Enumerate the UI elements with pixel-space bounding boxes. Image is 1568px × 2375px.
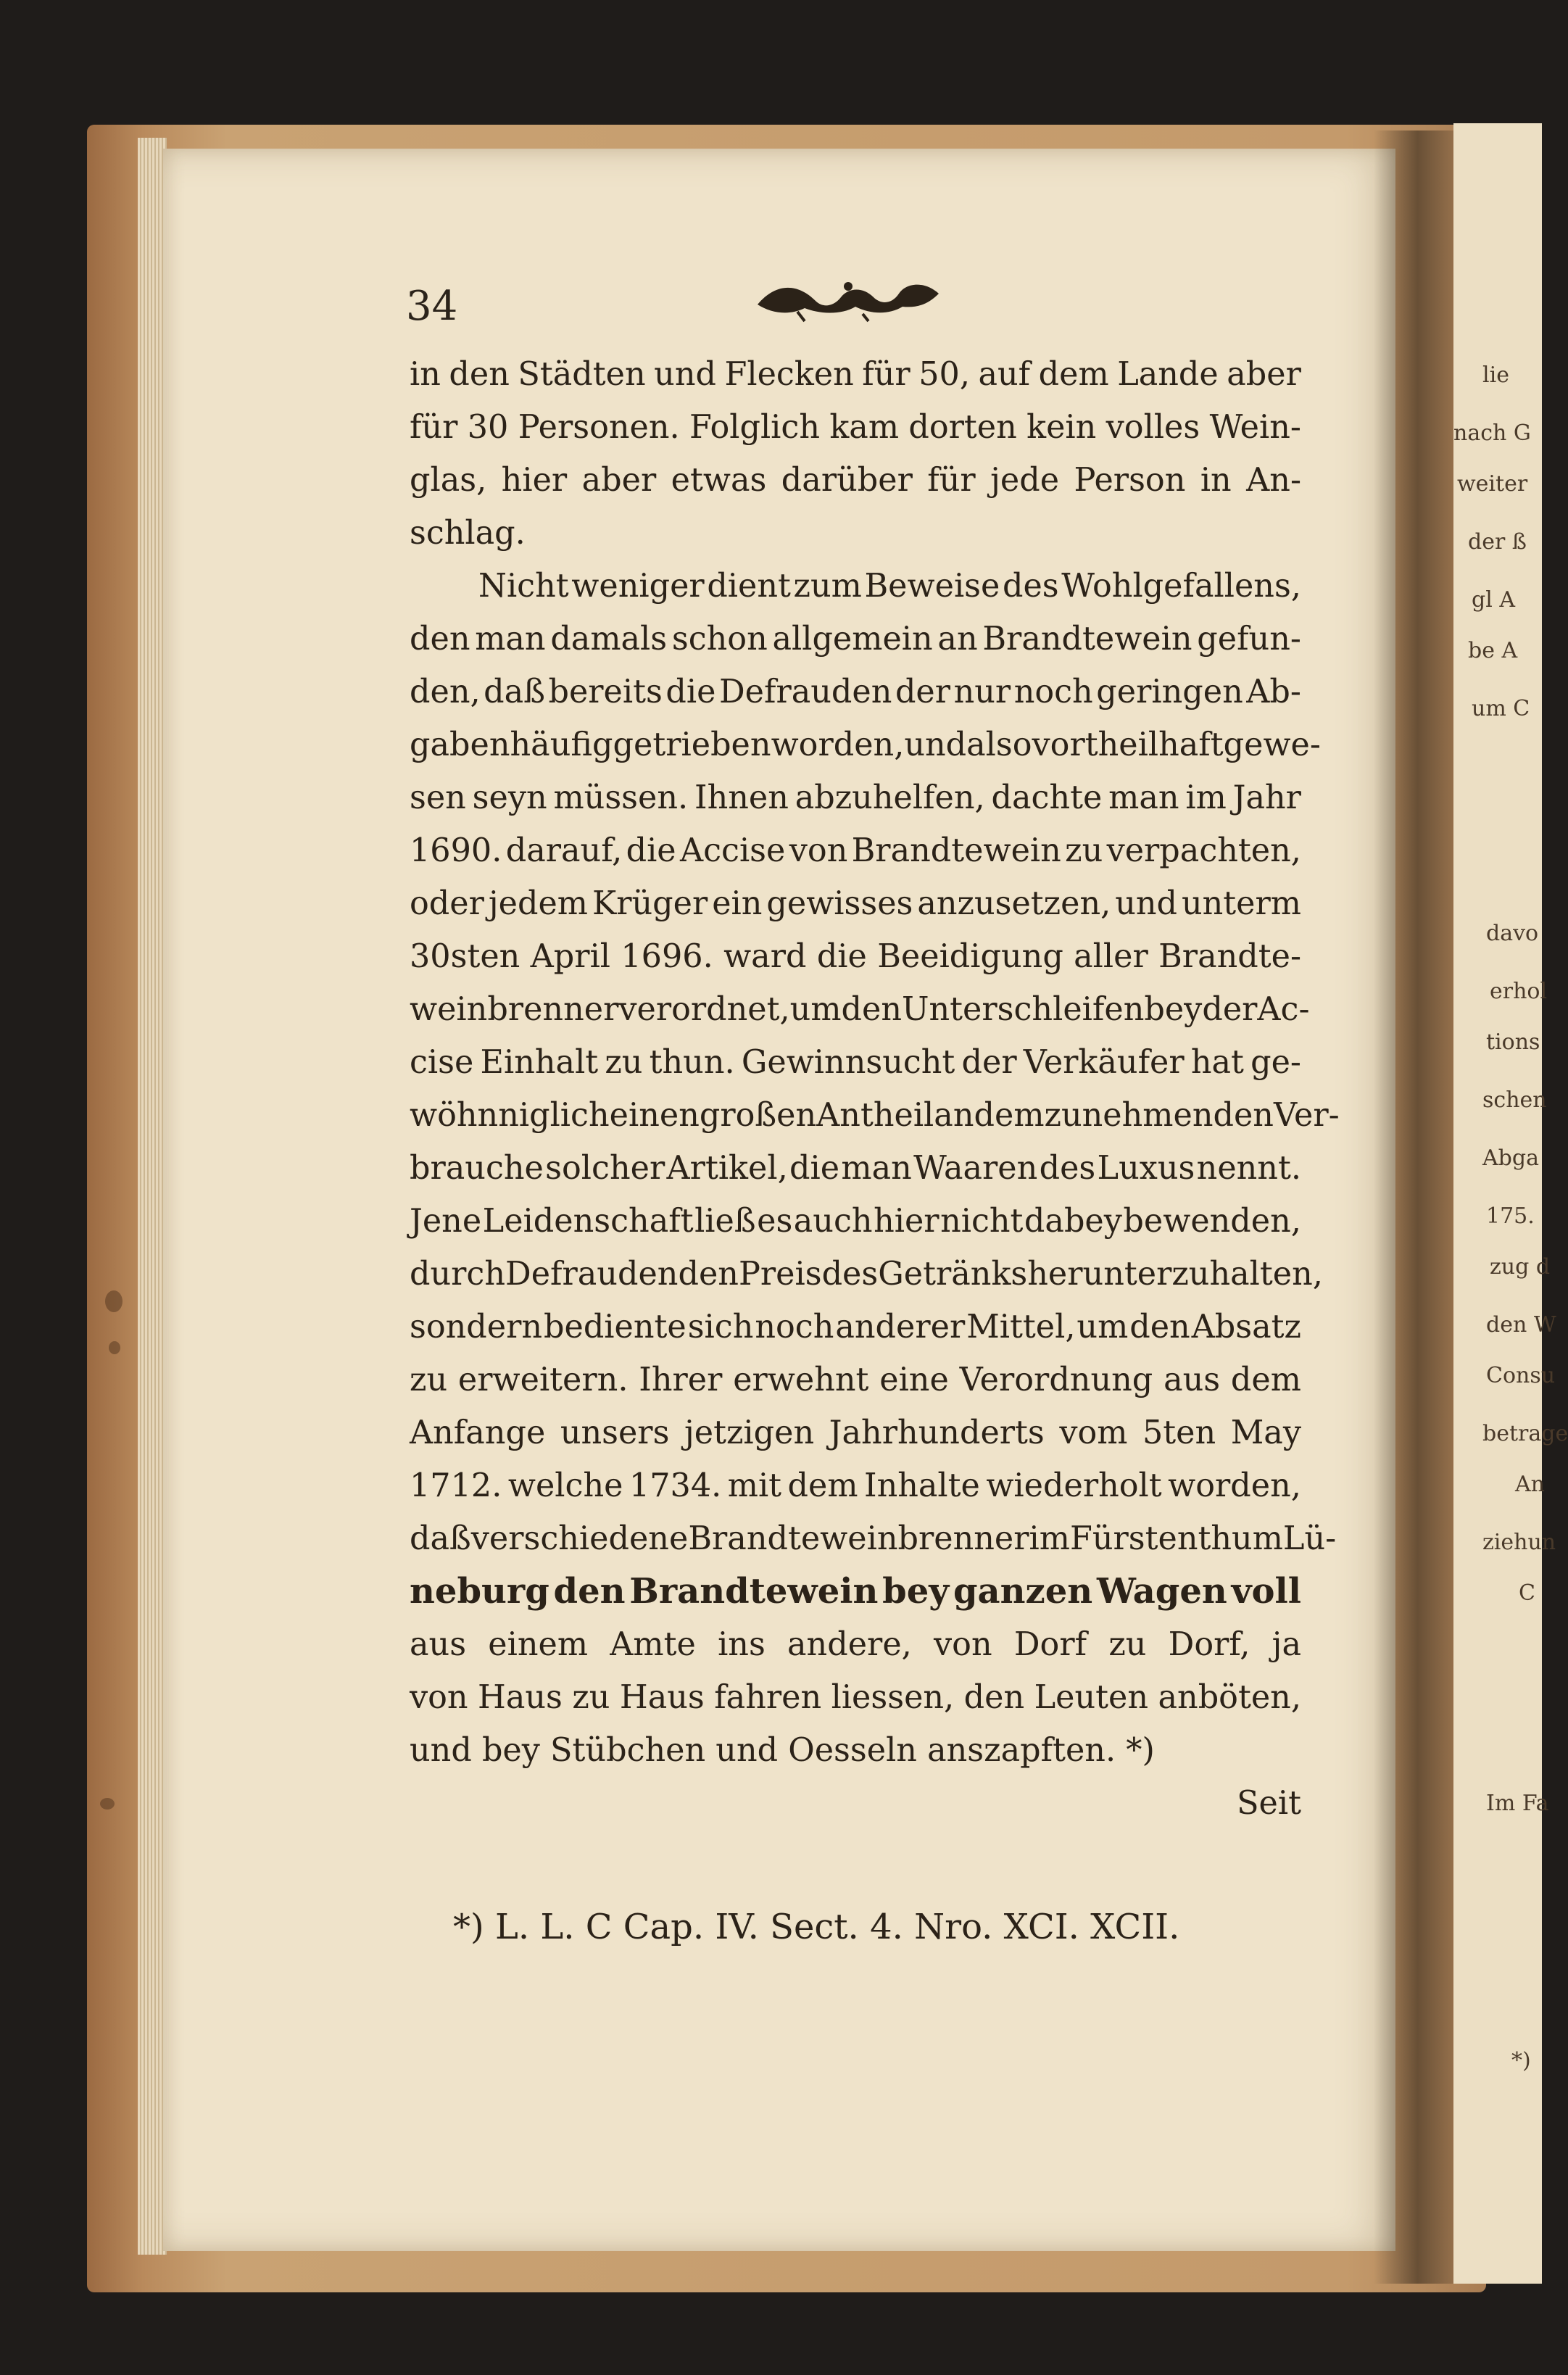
next-page-fragment: Im Fa [1486, 1791, 1549, 1816]
next-page-edge [1453, 123, 1568, 2284]
next-page-fragment: davo [1486, 921, 1539, 946]
text-line: gaben häufig getrieben worden, und also vortheilhaft gewe- [410, 726, 1321, 763]
text-line: sen seyn müssen. Ihnen abzuhelfen, dachte man im Jahr [410, 779, 1301, 816]
text-line: zu erweitern. Ihrer erwehnt eine Verordnung aus dem [410, 1361, 1301, 1398]
next-page-fragment: ziehun [1482, 1530, 1556, 1555]
text-line: cise Einhalt zu thun. Gewinnsucht der Verkäufer hat ge- [410, 1044, 1301, 1081]
text-line: daß verschiedene Brandteweinbrenner im Fürstenthum Lü- [410, 1520, 1337, 1557]
next-page-fragment: C [1519, 1580, 1535, 1606]
text-line: Nicht weniger dient zum Beweise des Wohlgefallens, [478, 568, 1301, 605]
next-page-fragment: be A [1468, 638, 1518, 663]
text-line: 30sten April 1696. ward die Beeidigung aller Brandte- [410, 938, 1301, 975]
text-line: in den Städten und Flecken für 50, auf dem Lande aber [410, 356, 1301, 393]
text-line: neburg den Brandtewein bey ganzen Wagen voll [410, 1571, 1301, 1612]
next-page-fragment: betrage [1482, 1421, 1568, 1446]
next-page-fragment: gl A [1472, 587, 1515, 613]
next-page-fragment: zug d [1490, 1254, 1551, 1280]
footnote: *) L. L. C Cap. IV. Sect. 4. Nro. XCI. XCII. [453, 1907, 1180, 1947]
text-line: den, daß bereits die Defrauden der nur noch geringen Ab- [410, 673, 1301, 710]
text-line: Anfange unsers jetzigen Jahrhunderts vom 5ten May [410, 1414, 1301, 1451]
catchword: Seit [1237, 1785, 1301, 1822]
next-page-fragment: um C [1472, 696, 1530, 721]
next-page-fragment: Abga [1482, 1145, 1539, 1171]
next-page-fragment: Consu [1486, 1363, 1556, 1388]
next-page-fragment: tions [1486, 1029, 1540, 1055]
next-page-fragment: lie [1482, 362, 1509, 388]
text-line: brauche solcher Artikel, die man Waaren des Luxus nennt. [410, 1150, 1301, 1187]
text-line: glas, hier aber etwas darüber für jede Person in An- [410, 462, 1301, 499]
text-line: Jene Leidenschaft ließ es auch hier nicht dabey bewenden, [410, 1203, 1301, 1240]
body-text [410, 348, 1340, 1830]
text-line: oder jedem Krüger ein gewisses anzusetzen, und unterm [410, 885, 1301, 922]
next-page-fragment: nach G [1453, 420, 1531, 446]
text-line: schlag. [410, 515, 526, 552]
text-line: den man damals schon allgemein an Brandtewein gefun- [410, 621, 1301, 658]
decorative-ornament [754, 272, 942, 323]
text-line: für 30 Personen. Folglich kam dorten kein volles Wein- [410, 409, 1301, 446]
text-line: sondern bediente sich noch anderer Mittel, um den Absatz [410, 1309, 1301, 1346]
next-page-fragment: *) [1511, 2048, 1531, 2073]
next-page-fragment: An [1515, 1472, 1545, 1497]
next-page-fragment: der ß [1468, 529, 1527, 555]
spine-shadow [1374, 130, 1453, 2284]
text-line: wöhnniglich einen großen Antheil an dem zunehmenden Ver- [410, 1097, 1340, 1134]
text-line: weinbrenner verordnet, um den Unterschleifen bey der Ac- [410, 991, 1310, 1028]
text-line: 1712. welche 1734. mit dem Inhalte wiederholt worden, [410, 1467, 1301, 1504]
text-line: durch Defrauden den Preis des Getränks herunterzuhalten, [410, 1256, 1323, 1293]
text-line: von Haus zu Haus fahren liessen, den Leuten anböten, [410, 1679, 1301, 1716]
page-edges [138, 138, 167, 2255]
next-page-fragment: weiter [1457, 471, 1528, 497]
text-line: 1690. darauf, die Accise von Brandtewein zu verpachten, [410, 832, 1301, 869]
page-number: 34 [406, 283, 458, 330]
stain [105, 1290, 123, 1312]
stain [109, 1341, 120, 1354]
text-line: und bey Stübchen und Oesseln anszapften. *) [410, 1732, 1155, 1769]
next-page-fragment: erhol [1490, 979, 1548, 1004]
next-page-fragment: schen [1482, 1087, 1547, 1113]
next-page-fragment: 175. [1486, 1203, 1535, 1229]
text-line: aus einem Amte ins andere, von Dorf zu Dorf, ja [410, 1626, 1301, 1663]
next-page-fragment: den W [1486, 1312, 1556, 1338]
stain [100, 1798, 115, 1810]
